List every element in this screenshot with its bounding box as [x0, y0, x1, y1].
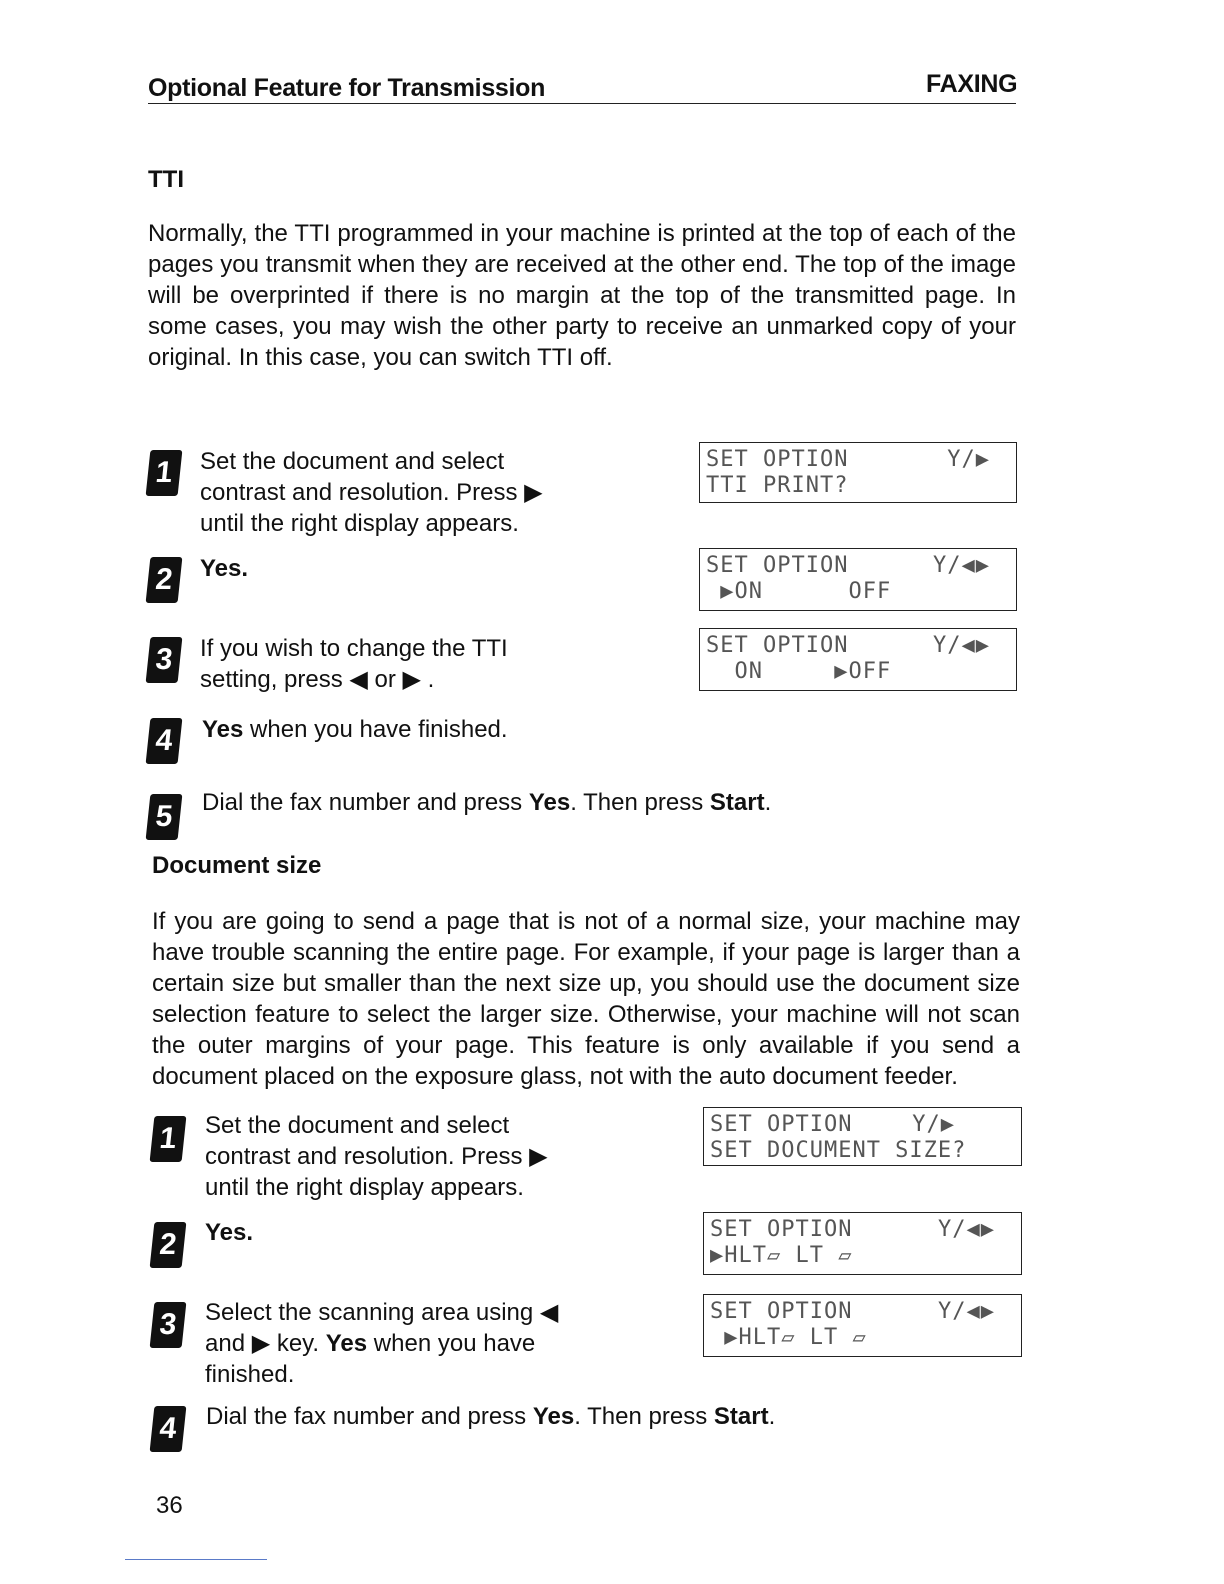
- lcd-line-2: TTI PRINT?: [706, 473, 849, 498]
- lcd-keys: Y/◀▶: [938, 1299, 995, 1324]
- step-4-pre: Dial the fax number and press: [206, 1403, 533, 1430]
- step-5-mid: . Then press: [570, 789, 710, 816]
- lcd-display-tti-print: [699, 442, 1017, 503]
- page-number: 36: [156, 1492, 183, 1519]
- start-key-label: Start: [709, 789, 765, 816]
- docsize-title: Document size: [152, 852, 322, 879]
- tti-step-2-text: Yes.: [200, 555, 249, 582]
- lcd-line-2: ON ▶OFF: [706, 659, 892, 684]
- step-3-badge: 3: [146, 637, 183, 683]
- step-5-pre: Dial the fax number and press: [202, 789, 529, 816]
- lcd-display-size-select: [703, 1294, 1022, 1357]
- lcd-line-1: SET OPTION: [710, 1112, 853, 1137]
- lcd-display-tti-off: [699, 628, 1017, 691]
- tti-step-1-text: Set the document and select contrast and resolution. Press ▶ until the right display appears.: [200, 448, 543, 537]
- lcd-line-1: SET OPTION: [710, 1299, 853, 1324]
- yes-key-label: Yes: [202, 716, 244, 743]
- lcd-keys: Y/▶: [947, 447, 990, 472]
- step-3-post: when you have finished.: [205, 1330, 536, 1388]
- lcd-keys: Y/▶: [912, 1112, 955, 1137]
- chapter-header: FAXING: [926, 70, 1018, 98]
- step-2-badge: 2: [146, 557, 183, 603]
- docsize-intro: If you are going to send a page that is not of a normal size, your machine may have trouble scanning the entire page. For example, if your page is larger than a certain size but smaller than the next size up, you should use the document size selection feature to select the larger size. Otherwise, your machine will not scan the outer margins of your page. This feature is only available if you send a document placed on the exposure glass, not with the auto document feeder.: [152, 908, 1020, 1090]
- docsize-step-4-text: [206, 1401, 775, 1432]
- lcd-display-tti-on: [699, 548, 1017, 611]
- step-1-badge: 1: [150, 1116, 187, 1162]
- step-4-rest: when you have finished.: [243, 716, 508, 743]
- tti-title: TTI: [148, 166, 184, 193]
- lcd-line-1: SET OPTION: [706, 633, 849, 658]
- start-key-label: Start: [713, 1403, 769, 1430]
- step-4-mid: . Then press: [574, 1403, 714, 1430]
- docsize-step-2-text: Yes.: [205, 1219, 254, 1246]
- yes-key-label: Yes: [528, 789, 571, 816]
- step-2-badge: 2: [150, 1222, 187, 1268]
- footer-divider: [125, 1559, 267, 1560]
- lcd-line-1: SET OPTION: [706, 447, 849, 472]
- lcd-line-1: SET OPTION: [710, 1217, 853, 1242]
- tti-step-4-text: [202, 714, 508, 745]
- step-5-badge: 5: [146, 794, 183, 840]
- step-1-badge: 1: [146, 450, 183, 496]
- step-3-pre: Select the scanning area using ◀ and ▶ key.: [205, 1299, 559, 1357]
- lcd-line-2: ▶HLT▱ LT ▱: [710, 1243, 853, 1268]
- tti-step-5-text: [202, 787, 771, 818]
- lcd-line-2: SET DOCUMENT SIZE?: [710, 1138, 967, 1163]
- yes-key-label: Yes: [532, 1403, 575, 1430]
- lcd-keys: Y/◀▶: [933, 633, 990, 658]
- tti-intro: Normally, the TTI programmed in your machine is printed at the top of each of the pages you transmit when they are received at the other end. The top of the image will be overprinted if there is no margin at the top of the transmitted page. In some cases, you may wish the other party to receive an unmarked copy of your original. In this case, you can switch TTI off.: [148, 220, 1016, 371]
- lcd-display-document-size: [703, 1107, 1022, 1166]
- step-4-badge: 4: [146, 718, 183, 764]
- tti-step-3-text: If you wish to change the TTI setting, press ◀ or ▶ .: [200, 635, 508, 693]
- step-4-post: .: [768, 1403, 776, 1430]
- lcd-line-2: ▶HLT▱ LT ▱: [710, 1325, 867, 1350]
- step-4-badge: 4: [150, 1406, 187, 1452]
- docsize-step-3-text: [205, 1297, 605, 1390]
- lcd-keys: Y/◀▶: [933, 553, 990, 578]
- step-3-badge: 3: [150, 1302, 187, 1348]
- section-header: Optional Feature for Transmission: [148, 74, 546, 102]
- header-divider: [148, 103, 1016, 104]
- lcd-display-size-hlt: [703, 1212, 1022, 1275]
- docsize-step-1-text: Set the document and select contrast and resolution. Press ▶ until the right display appears.: [205, 1112, 548, 1201]
- lcd-keys: Y/◀▶: [938, 1217, 995, 1242]
- lcd-line-1: SET OPTION: [706, 553, 849, 578]
- lcd-line-2: ▶ON OFF: [706, 579, 892, 604]
- step-5-post: .: [764, 789, 772, 816]
- yes-key-label: Yes: [325, 1330, 368, 1357]
